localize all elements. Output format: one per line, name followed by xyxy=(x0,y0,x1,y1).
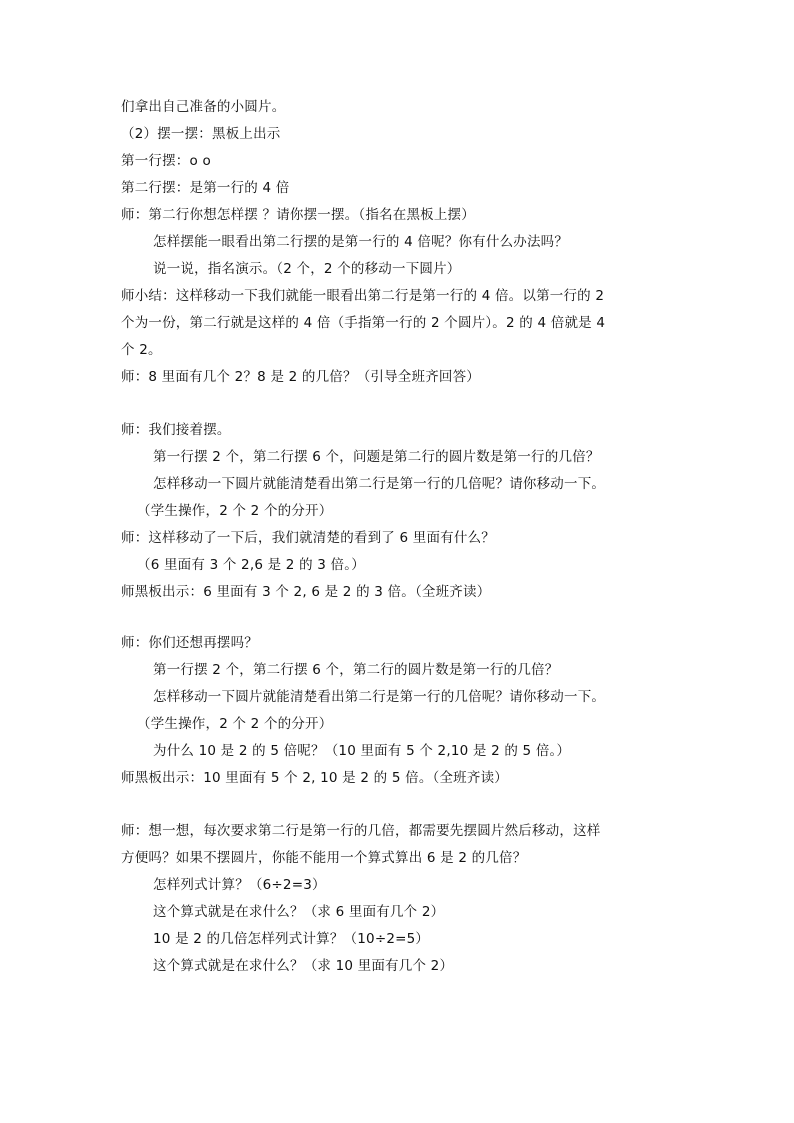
text-line: 师：你们还想再摆吗？ xyxy=(121,635,258,651)
text-line: 师：这样移动了一下后，我们就清楚的看到了 6 里面有什么？ xyxy=(121,530,495,546)
text-line: 这个算式就是在求什么？（求 6 里面有几个 2） xyxy=(153,904,445,920)
text-line: 说一说，指名演示。（2 个，2 个的移动一下圆片） xyxy=(153,261,461,277)
text-line: 个 2。 xyxy=(121,342,162,358)
text-line: 师：第二行你想怎样摆 ？请你摆一摆。（指名在黑板上摆） xyxy=(121,207,475,223)
text-line: （2）摆一摆：黑板上出示 xyxy=(121,126,281,142)
text-line: 怎样移动一下圆片就能清楚看出第二行是第一行的几倍呢？请你移动一下。 xyxy=(153,689,606,705)
text-line: 这个算式就是在求什么？（求 10 里面有几个 2） xyxy=(153,958,454,974)
text-line: 师黑板出示：10 里面有 5 个 2, 10 是 2 的 5 倍。（全班齐读） xyxy=(121,770,508,786)
text-line: （学生操作，2 个 2 个的分开） xyxy=(137,716,333,732)
text-line: 怎样列式计算？（6÷2=3） xyxy=(153,877,326,893)
text-line: 第二行摆：是第一行的 4 倍 xyxy=(121,180,290,196)
text-line: 怎样摆能一眼看出第二行摆的是第一行的 4 倍呢？你有什么办法吗？ xyxy=(153,234,569,250)
text-line: 个为一份，第二行就是这样的 4 倍（手指第一行的 2 个圆片）。2 的 4 倍就是 4 xyxy=(121,315,606,331)
text-line: 师：想一想，每次要求第二行是第一行的几倍，都需要先摆圆片然后移动，这样 xyxy=(121,823,601,839)
text-line: 为什么 10 是 2 的 5 倍呢？（10 里面有 5 个 2,10 是 2 的 5 倍。） xyxy=(153,743,571,759)
text-line: 怎样移动一下圆片就能清楚看出第二行是第一行的几倍呢？请你移动一下。 xyxy=(153,476,606,492)
text-line: 第一行摆 2 个，第二行摆 6 个，问题是第二行的圆片数是第一行的几倍？ xyxy=(153,449,600,465)
text-line: 方便吗？如果不摆圆片，你能不能用一个算式算出 6 是 2 的几倍？ xyxy=(121,850,527,866)
text-line: 师：我们接着摆。 xyxy=(121,422,231,438)
text-line: 第一行摆：o o xyxy=(121,153,211,169)
text-line: 10 是 2 的几倍怎样列式计算？（10÷2=5） xyxy=(153,931,430,947)
text-line: 师：8 里面有几个 2？8 是 2 的几倍？（引导全班齐回答） xyxy=(121,369,481,385)
text-line: 们拿出自己准备的小圆片。 xyxy=(121,99,286,115)
text-line: 第一行摆 2 个，第二行摆 6 个，第二行的圆片数是第一行的几倍？ xyxy=(153,662,559,678)
text-line: （6 里面有 3 个 2,6 是 2 的 3 倍。） xyxy=(137,557,365,573)
text-line: （学生操作，2 个 2 个的分开） xyxy=(137,503,333,519)
text-line: 师小结：这样移动一下我们就能一眼看出第二行是第一行的 4 倍。以第一行的 2 xyxy=(121,288,605,304)
text-line: 师黑板出示：6 里面有 3 个 2, 6 是 2 的 3 倍。（全班齐读） xyxy=(121,584,491,600)
